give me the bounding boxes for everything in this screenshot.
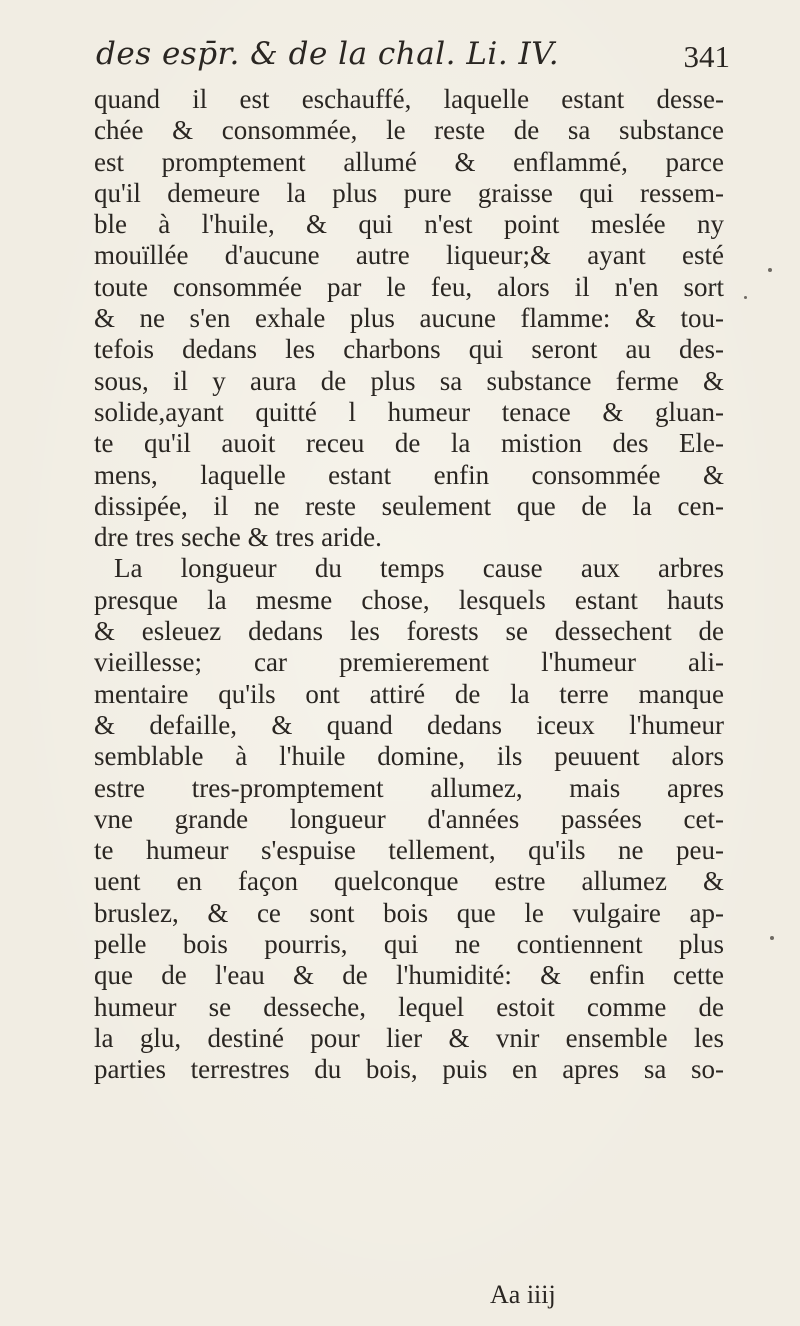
paper-speck [770,936,774,940]
text-line: vne grande longueur d'années passées cet- [94,803,724,834]
text-line: humeur se desseche, lequel estoit comme de [94,991,724,1022]
text-line: uent en façon quelconque estre allumez & [94,866,724,897]
text-line: ble à l'huile, & qui n'est point meslée ny [94,209,724,240]
paper-speck [744,296,747,299]
page-header [96,36,736,88]
text-line: te qu'il auoit receu de la mistion des Ele- [94,428,724,459]
page-number: 341 [683,39,730,74]
text-line: qu'il demeure la plus pure graisse qui ressem- [94,177,724,208]
text-line: solide,ayant quitté l humeur tenace & gluan- [94,396,724,427]
body-text [94,84,724,1086]
text-line: que de l'eau & de l'humidité: & enfin cette [94,960,724,991]
text-line: estre tres-promptement allumez, mais apres [94,772,724,803]
text-line: est promptement allumé & enflammé, parce [94,146,724,177]
text-line: semblable à l'huile domine, ils peuuent alors [94,741,724,772]
text-line: la glu, destiné pour lier & vnir ensemble les [94,1022,724,1053]
text-line: vieillesse; car premierement l'humeur ali- [94,647,724,678]
text-line: presque la mesme chose, lesquels estant hauts [94,584,724,615]
paper-speck [768,268,772,272]
text-line: pelle bois pourris, qui ne contiennent plus [94,929,724,960]
text-line: tefois dedans les charbons qui seront au des- [94,334,724,365]
text-line: bruslez, & ce sont bois que le vulgaire ap- [94,897,724,928]
text-line: mentaire qu'ils ont attiré de la terre manque [94,678,724,709]
paragraph-end-line: dre tres seche & tres aride. [94,522,382,553]
text-line: & defaille, & quand dedans iceux l'humeur [94,709,724,740]
text-line: te humeur s'espuise tellement, qu'ils ne peu- [94,835,724,866]
text-line: mens, laquelle estant enfin consommée & [94,459,724,490]
text-line: parties terrestres du bois, puis en apres sa so- [94,1054,724,1085]
text-line: quand il est eschauffé, laquelle estant desse- [94,84,724,114]
text-line: & esleuez dedans les forests se dessechent de [94,616,724,647]
running-head: des esp̄r. & de la chal. Li. IV. [96,36,560,72]
text-line: toute consommée par le feu, alors il n'en sort [94,271,724,302]
text-line: & ne s'en exhale plus aucune flamme: & tou- [94,303,724,334]
text-line: chée & consommée, le reste de sa substance [94,115,724,146]
paragraph-start-line: La longueur du temps cause aux arbres [114,553,724,584]
text-line: mouïllée d'aucune autre liqueur;& ayant esté [94,240,724,271]
signature-mark: Aa iiij [490,1280,556,1309]
text-line: dissipée, il ne reste seulement que de la cen- [94,490,724,521]
text-line: sous, il y aura de plus sa substance ferme & [94,365,724,396]
